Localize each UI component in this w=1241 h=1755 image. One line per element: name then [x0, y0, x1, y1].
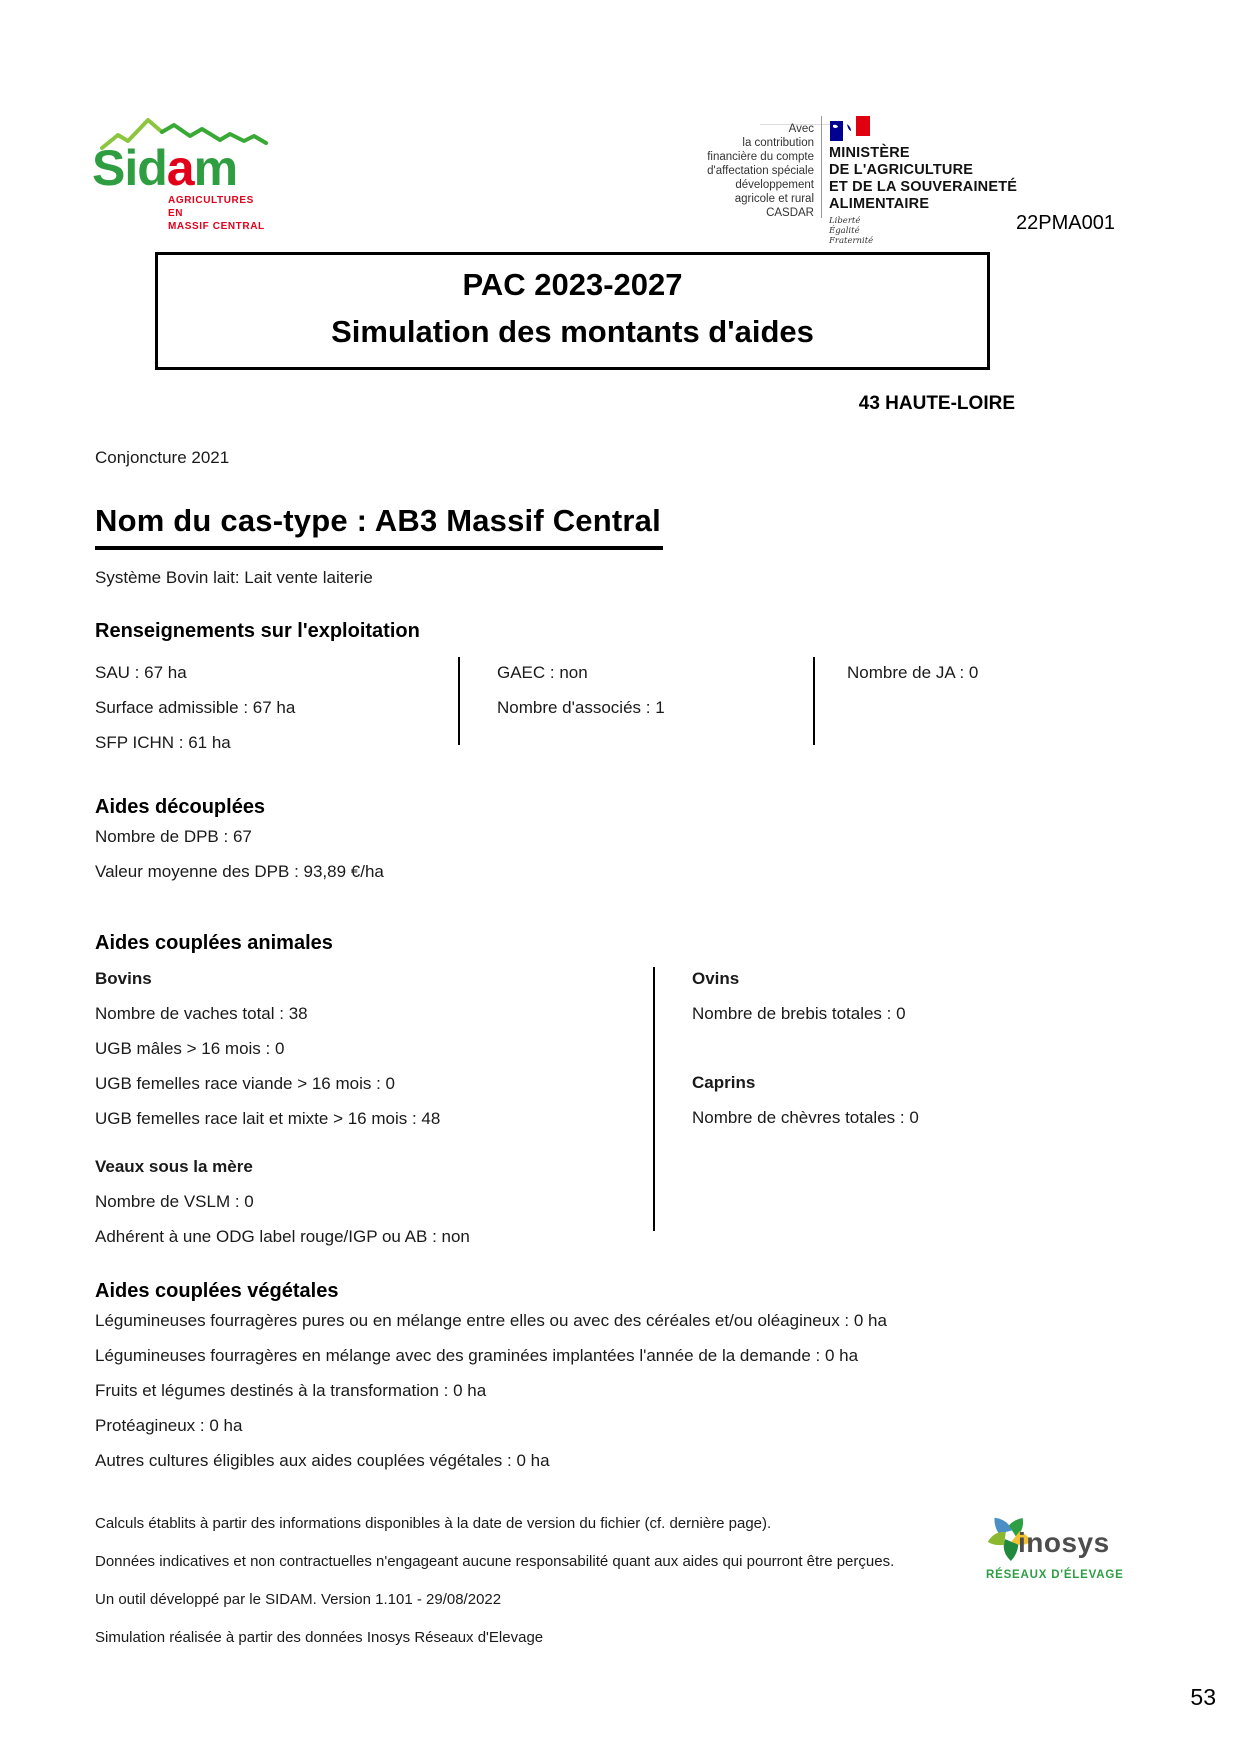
case-type-system: Système Bovin lait: Lait vente laiterie	[95, 568, 373, 587]
exploitation-column-1	[95, 655, 295, 760]
info-line: Nombre d'associés : 1	[497, 698, 665, 717]
info-line: Légumineuses fourragères pures ou en mélange entre elles ou avec des céréales et/ou oléagineux : 0 ha	[95, 1311, 887, 1330]
sidam-brand-part: Sid	[92, 140, 167, 196]
sidam-tagline-line: MASSIF CENTRAL	[168, 221, 265, 232]
bovins-column	[95, 961, 655, 1254]
casdar-credit-line: la contribution	[742, 137, 814, 149]
case-type-heading: Nom du cas-type : AB3 Massif Central	[95, 503, 663, 550]
info-line: Surface admissible : 67 ha	[95, 698, 296, 717]
page-number: 53	[1190, 1684, 1216, 1710]
info-line: Nombre de DPB : 67	[95, 827, 252, 846]
ministry-logo-block	[678, 114, 1017, 246]
conjoncture-label: Conjoncture 2021	[95, 448, 230, 467]
footer-note: Données indicatives et non contractuelles n'engageant aucune responsabilité quant aux aides qui pourront être perçues.	[95, 1553, 895, 1570]
document-code: 22PMA001	[1016, 212, 1115, 234]
subsection-label-ovins: Ovins	[692, 969, 740, 988]
ministry-identity	[829, 114, 1017, 246]
info-line: Adhérent à une ODG label rouge/IGP ou AB : non	[95, 1227, 470, 1246]
section-exploitation	[95, 620, 1155, 775]
info-line: Légumineuses fourragères en mélange avec des graminées implantées l'année de la demande : 0 ha	[95, 1346, 859, 1365]
casdar-credit-line: d'affectation spéciale	[707, 165, 814, 177]
inosys-tagline: RÉSEAUX D'ÉLEVAGE	[986, 1569, 1124, 1581]
section-heading: Renseignements sur l'exploitation	[95, 620, 420, 642]
column-divider	[458, 657, 460, 745]
sidam-logo	[92, 110, 272, 232]
section-aides-vegetales	[95, 1280, 887, 1478]
section-aides-animales	[95, 932, 1155, 1254]
motto-line: Liberté	[829, 216, 861, 226]
footer-note: Un outil développé par le SIDAM. Version 1.101 - 29/08/2022	[95, 1591, 502, 1608]
exploitation-column-2	[497, 655, 665, 725]
ministry-name-line: MINISTÈRE	[829, 145, 910, 161]
info-line: Nombre de VSLM : 0	[95, 1192, 254, 1211]
motto-line: Égalité	[829, 226, 860, 236]
info-line: Nombre de chèvres totales : 0	[692, 1108, 919, 1127]
section-heading: Aides couplées animales	[95, 932, 333, 954]
animal-columns	[95, 961, 1155, 1254]
subsection-label-veaux: Veaux sous la mère	[95, 1157, 253, 1176]
info-line: UGB femelles race viande > 16 mois : 0	[95, 1074, 395, 1093]
sidam-brand	[92, 142, 237, 194]
info-line: GAEC : non	[497, 663, 588, 682]
info-line: Valeur moyenne des DPB : 93,89 €/ha	[95, 862, 384, 881]
info-line: UGB mâles > 16 mois : 0	[95, 1039, 285, 1058]
subsection-label-bovins: Bovins	[95, 969, 152, 988]
info-line: UGB femelles race lait et mixte > 16 mois : 48	[95, 1109, 441, 1128]
footer-note: Simulation réalisée à partir des données Inosys Réseaux d'Elevage	[95, 1629, 544, 1646]
exploitation-columns	[95, 655, 1155, 775]
ministry-name-line: ALIMENTAIRE	[829, 196, 930, 212]
info-line: Autres cultures éligibles aux aides couplées végétales : 0 ha	[95, 1451, 550, 1470]
casdar-credit-line: Avec	[788, 123, 814, 135]
sidam-tagline	[168, 194, 272, 233]
info-line: Protéagineux : 0 ha	[95, 1416, 243, 1435]
inosys-name: inosys	[1018, 1527, 1110, 1558]
section-heading: Aides couplées végétales	[95, 1280, 339, 1302]
sidam-tagline-line: AGRICULTURES EN	[168, 195, 254, 219]
ministry-name-line: ET DE LA SOUVERAINETÉ	[829, 179, 1018, 195]
casdar-credit-line: financière du compte	[707, 151, 814, 163]
sidam-brand-part: m	[193, 140, 238, 196]
vertical-divider	[821, 116, 822, 218]
department-label: 43 HAUTE-LOIRE	[858, 393, 1015, 414]
casdar-credit-line: agricole et rural	[734, 193, 814, 205]
info-line: Nombre de vaches total : 38	[95, 1004, 308, 1023]
title-line-2: Simulation des montants d'aides	[331, 314, 814, 349]
ministry-name	[829, 145, 1017, 213]
column-divider	[653, 967, 655, 1231]
column-divider	[813, 657, 815, 745]
sidam-brand-part-red: a	[166, 140, 194, 196]
footer-note: Calculs établits à partir des informations disponibles à la date de version du fichier (cf. dernière page).	[95, 1515, 772, 1532]
ministry-motto	[829, 216, 1017, 246]
ovins-caprins-column	[692, 961, 919, 1135]
ministry-name-line: DE L'AGRICULTURE	[829, 162, 974, 178]
info-line: Fruits et légumes destinés à la transformation : 0 ha	[95, 1381, 487, 1400]
casdar-credit-line: développement	[735, 179, 814, 191]
info-line: Nombre de JA : 0	[847, 663, 979, 682]
info-line: SAU : 67 ha	[95, 663, 187, 682]
subsection-label-caprins: Caprins	[692, 1073, 756, 1092]
title-box	[155, 252, 990, 370]
title-line-1: PAC 2023-2027	[462, 267, 683, 302]
motto-line: Fraternité	[829, 236, 874, 246]
casdar-credit-line: CASDAR	[766, 207, 814, 219]
french-flag-icon	[829, 116, 871, 142]
footer-notes	[95, 1505, 894, 1657]
exploitation-column-3	[847, 655, 978, 690]
section-heading: Aides découplées	[95, 796, 266, 818]
inosys-logo	[980, 1505, 1150, 1600]
casdar-credit	[678, 114, 814, 246]
info-line: Nombre de brebis totales : 0	[692, 1004, 906, 1023]
section-aides-decouplees	[95, 796, 384, 889]
info-line: SFP ICHN : 61 ha	[95, 733, 231, 752]
